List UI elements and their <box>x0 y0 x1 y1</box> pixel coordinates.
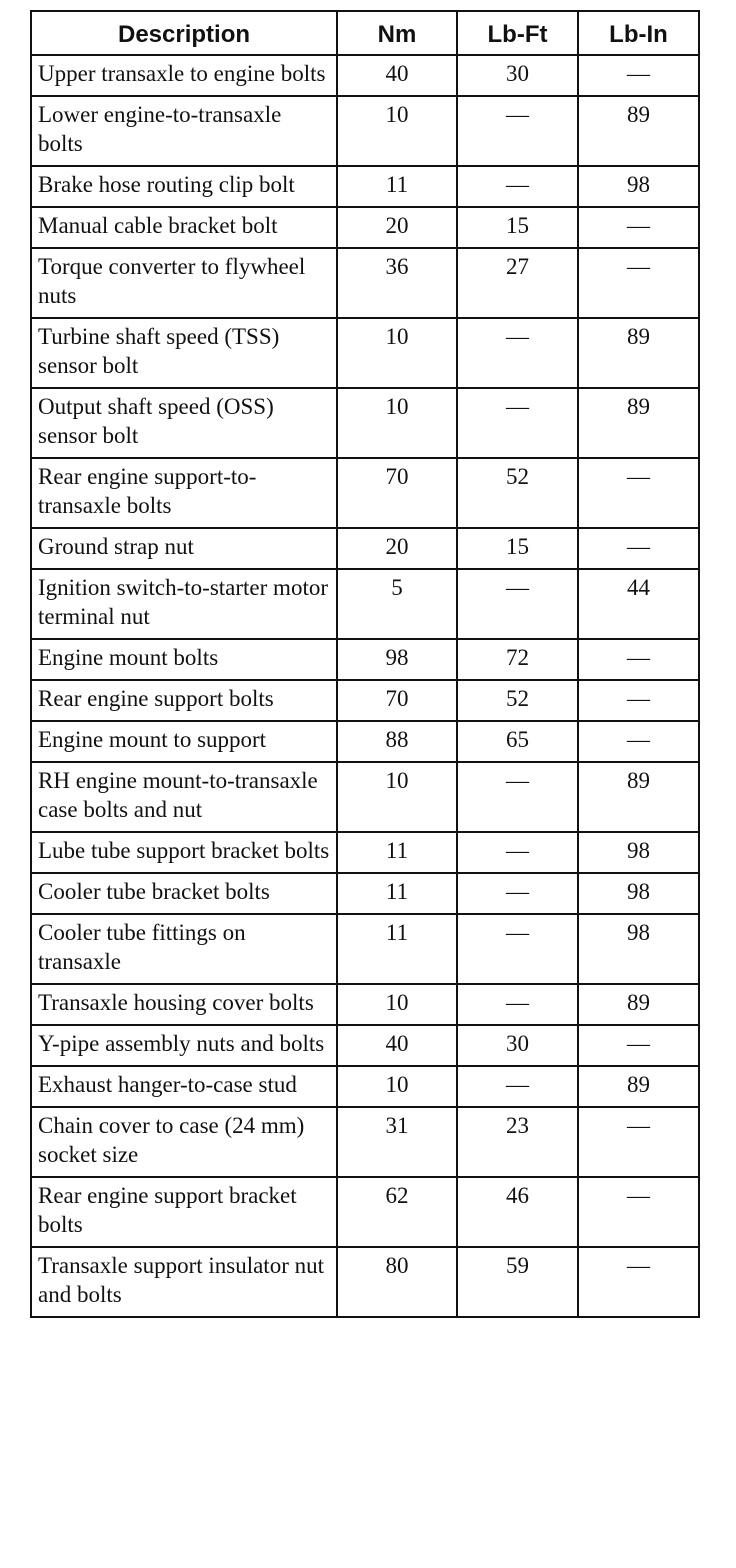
cell-nm: 98 <box>337 639 457 680</box>
table-row <box>31 1177 699 1247</box>
cell-nm: 10 <box>337 984 457 1025</box>
cell-lb-in: — <box>578 680 699 721</box>
cell-lb-ft: — <box>457 569 578 639</box>
cell-lb-ft: — <box>457 762 578 832</box>
cell-lb-in: — <box>578 639 699 680</box>
cell-description: Ground strap nut <box>31 528 337 569</box>
cell-description: Rear engine support bracket bolts <box>31 1177 337 1247</box>
cell-lb-in: 89 <box>578 96 699 166</box>
cell-description: Cooler tube bracket bolts <box>31 873 337 914</box>
cell-lb-in: — <box>578 55 699 96</box>
table-row <box>31 984 699 1025</box>
table-row <box>31 721 699 762</box>
cell-description: Transaxle housing cover bolts <box>31 984 337 1025</box>
cell-nm: 62 <box>337 1177 457 1247</box>
cell-lb-in: — <box>578 721 699 762</box>
cell-lb-ft: — <box>457 96 578 166</box>
cell-description: Chain cover to case (24 mm) socket size <box>31 1107 337 1177</box>
cell-lb-ft: — <box>457 984 578 1025</box>
cell-lb-ft: 65 <box>457 721 578 762</box>
cell-lb-ft: 52 <box>457 458 578 528</box>
table-row <box>31 639 699 680</box>
cell-lb-ft: 15 <box>457 207 578 248</box>
cell-lb-ft: 59 <box>457 1247 578 1317</box>
cell-lb-ft: — <box>457 318 578 388</box>
cell-description: RH engine mount-to-transaxle case bolts and nut <box>31 762 337 832</box>
cell-lb-ft: 15 <box>457 528 578 569</box>
cell-description: Lube tube support bracket bolts <box>31 832 337 873</box>
table-row <box>31 1025 699 1066</box>
cell-lb-in: 98 <box>578 873 699 914</box>
table-row <box>31 569 699 639</box>
cell-description: Lower engine-to-transaxle bolts <box>31 96 337 166</box>
cell-description: Engine mount to support <box>31 721 337 762</box>
cell-nm: 20 <box>337 207 457 248</box>
cell-lb-in: 98 <box>578 166 699 207</box>
cell-nm: 10 <box>337 318 457 388</box>
table-row <box>31 248 699 318</box>
cell-lb-in: 44 <box>578 569 699 639</box>
cell-lb-in: 89 <box>578 984 699 1025</box>
cell-nm: 20 <box>337 528 457 569</box>
cell-lb-ft: 30 <box>457 1025 578 1066</box>
cell-nm: 70 <box>337 458 457 528</box>
table-row <box>31 388 699 458</box>
cell-lb-ft: 46 <box>457 1177 578 1247</box>
table-row <box>31 318 699 388</box>
table-row <box>31 55 699 96</box>
cell-nm: 80 <box>337 1247 457 1317</box>
cell-lb-in: — <box>578 207 699 248</box>
cell-lb-ft: — <box>457 388 578 458</box>
cell-description: Manual cable bracket bolt <box>31 207 337 248</box>
table-row <box>31 1247 699 1317</box>
cell-description: Engine mount bolts <box>31 639 337 680</box>
cell-lb-in: — <box>578 1247 699 1317</box>
cell-nm: 11 <box>337 914 457 984</box>
cell-lb-in: 89 <box>578 318 699 388</box>
cell-description: Ignition switch-to-starter motor terminal nut <box>31 569 337 639</box>
cell-nm: 10 <box>337 96 457 166</box>
cell-description: Output shaft speed (OSS) sensor bolt <box>31 388 337 458</box>
table-row <box>31 680 699 721</box>
cell-description: Turbine shaft speed (TSS) sensor bolt <box>31 318 337 388</box>
table-row <box>31 458 699 528</box>
cell-nm: 11 <box>337 166 457 207</box>
cell-nm: 70 <box>337 680 457 721</box>
header-description: Description <box>31 11 337 55</box>
cell-nm: 40 <box>337 55 457 96</box>
cell-lb-ft: 52 <box>457 680 578 721</box>
table-row <box>31 207 699 248</box>
header-lb-ft: Lb-Ft <box>457 11 578 55</box>
cell-lb-in: — <box>578 458 699 528</box>
cell-lb-in: — <box>578 248 699 318</box>
cell-lb-in: — <box>578 1025 699 1066</box>
cell-lb-in: — <box>578 1177 699 1247</box>
cell-description: Exhaust hanger-to-case stud <box>31 1066 337 1107</box>
cell-description: Brake hose routing clip bolt <box>31 166 337 207</box>
cell-description: Rear engine support-to-transaxle bolts <box>31 458 337 528</box>
table-row <box>31 166 699 207</box>
cell-description: Transaxle support insulator nut and bolts <box>31 1247 337 1317</box>
cell-nm: 10 <box>337 1066 457 1107</box>
table-row <box>31 832 699 873</box>
cell-description: Rear engine support bolts <box>31 680 337 721</box>
cell-nm: 88 <box>337 721 457 762</box>
cell-nm: 31 <box>337 1107 457 1177</box>
cell-nm: 10 <box>337 762 457 832</box>
cell-description: Upper transaxle to engine bolts <box>31 55 337 96</box>
cell-lb-ft: — <box>457 166 578 207</box>
cell-lb-ft: — <box>457 1066 578 1107</box>
cell-lb-ft: 30 <box>457 55 578 96</box>
header-nm: Nm <box>337 11 457 55</box>
table-row <box>31 1066 699 1107</box>
cell-nm: 40 <box>337 1025 457 1066</box>
table-row <box>31 914 699 984</box>
cell-nm: 11 <box>337 873 457 914</box>
cell-lb-ft: — <box>457 832 578 873</box>
cell-nm: 36 <box>337 248 457 318</box>
cell-lb-ft: 27 <box>457 248 578 318</box>
cell-lb-in: 98 <box>578 832 699 873</box>
header-lb-in: Lb-In <box>578 11 699 55</box>
cell-description: Y-pipe assembly nuts and bolts <box>31 1025 337 1066</box>
cell-lb-in: — <box>578 1107 699 1177</box>
cell-nm: 10 <box>337 388 457 458</box>
table-row <box>31 762 699 832</box>
cell-description: Cooler tube fittings on transaxle <box>31 914 337 984</box>
table-header-row <box>31 11 699 55</box>
cell-lb-in: 89 <box>578 762 699 832</box>
cell-lb-ft: 72 <box>457 639 578 680</box>
table-row <box>31 873 699 914</box>
cell-nm: 5 <box>337 569 457 639</box>
cell-lb-in: 89 <box>578 1066 699 1107</box>
cell-lb-in: 98 <box>578 914 699 984</box>
cell-lb-ft: 23 <box>457 1107 578 1177</box>
cell-lb-ft: — <box>457 914 578 984</box>
cell-description: Torque converter to flywheel nuts <box>31 248 337 318</box>
cell-lb-in: 89 <box>578 388 699 458</box>
table-row <box>31 1107 699 1177</box>
table-row <box>31 96 699 166</box>
cell-lb-ft: — <box>457 873 578 914</box>
table-row <box>31 528 699 569</box>
cell-nm: 11 <box>337 832 457 873</box>
cell-lb-in: — <box>578 528 699 569</box>
torque-spec-table <box>30 10 700 1318</box>
